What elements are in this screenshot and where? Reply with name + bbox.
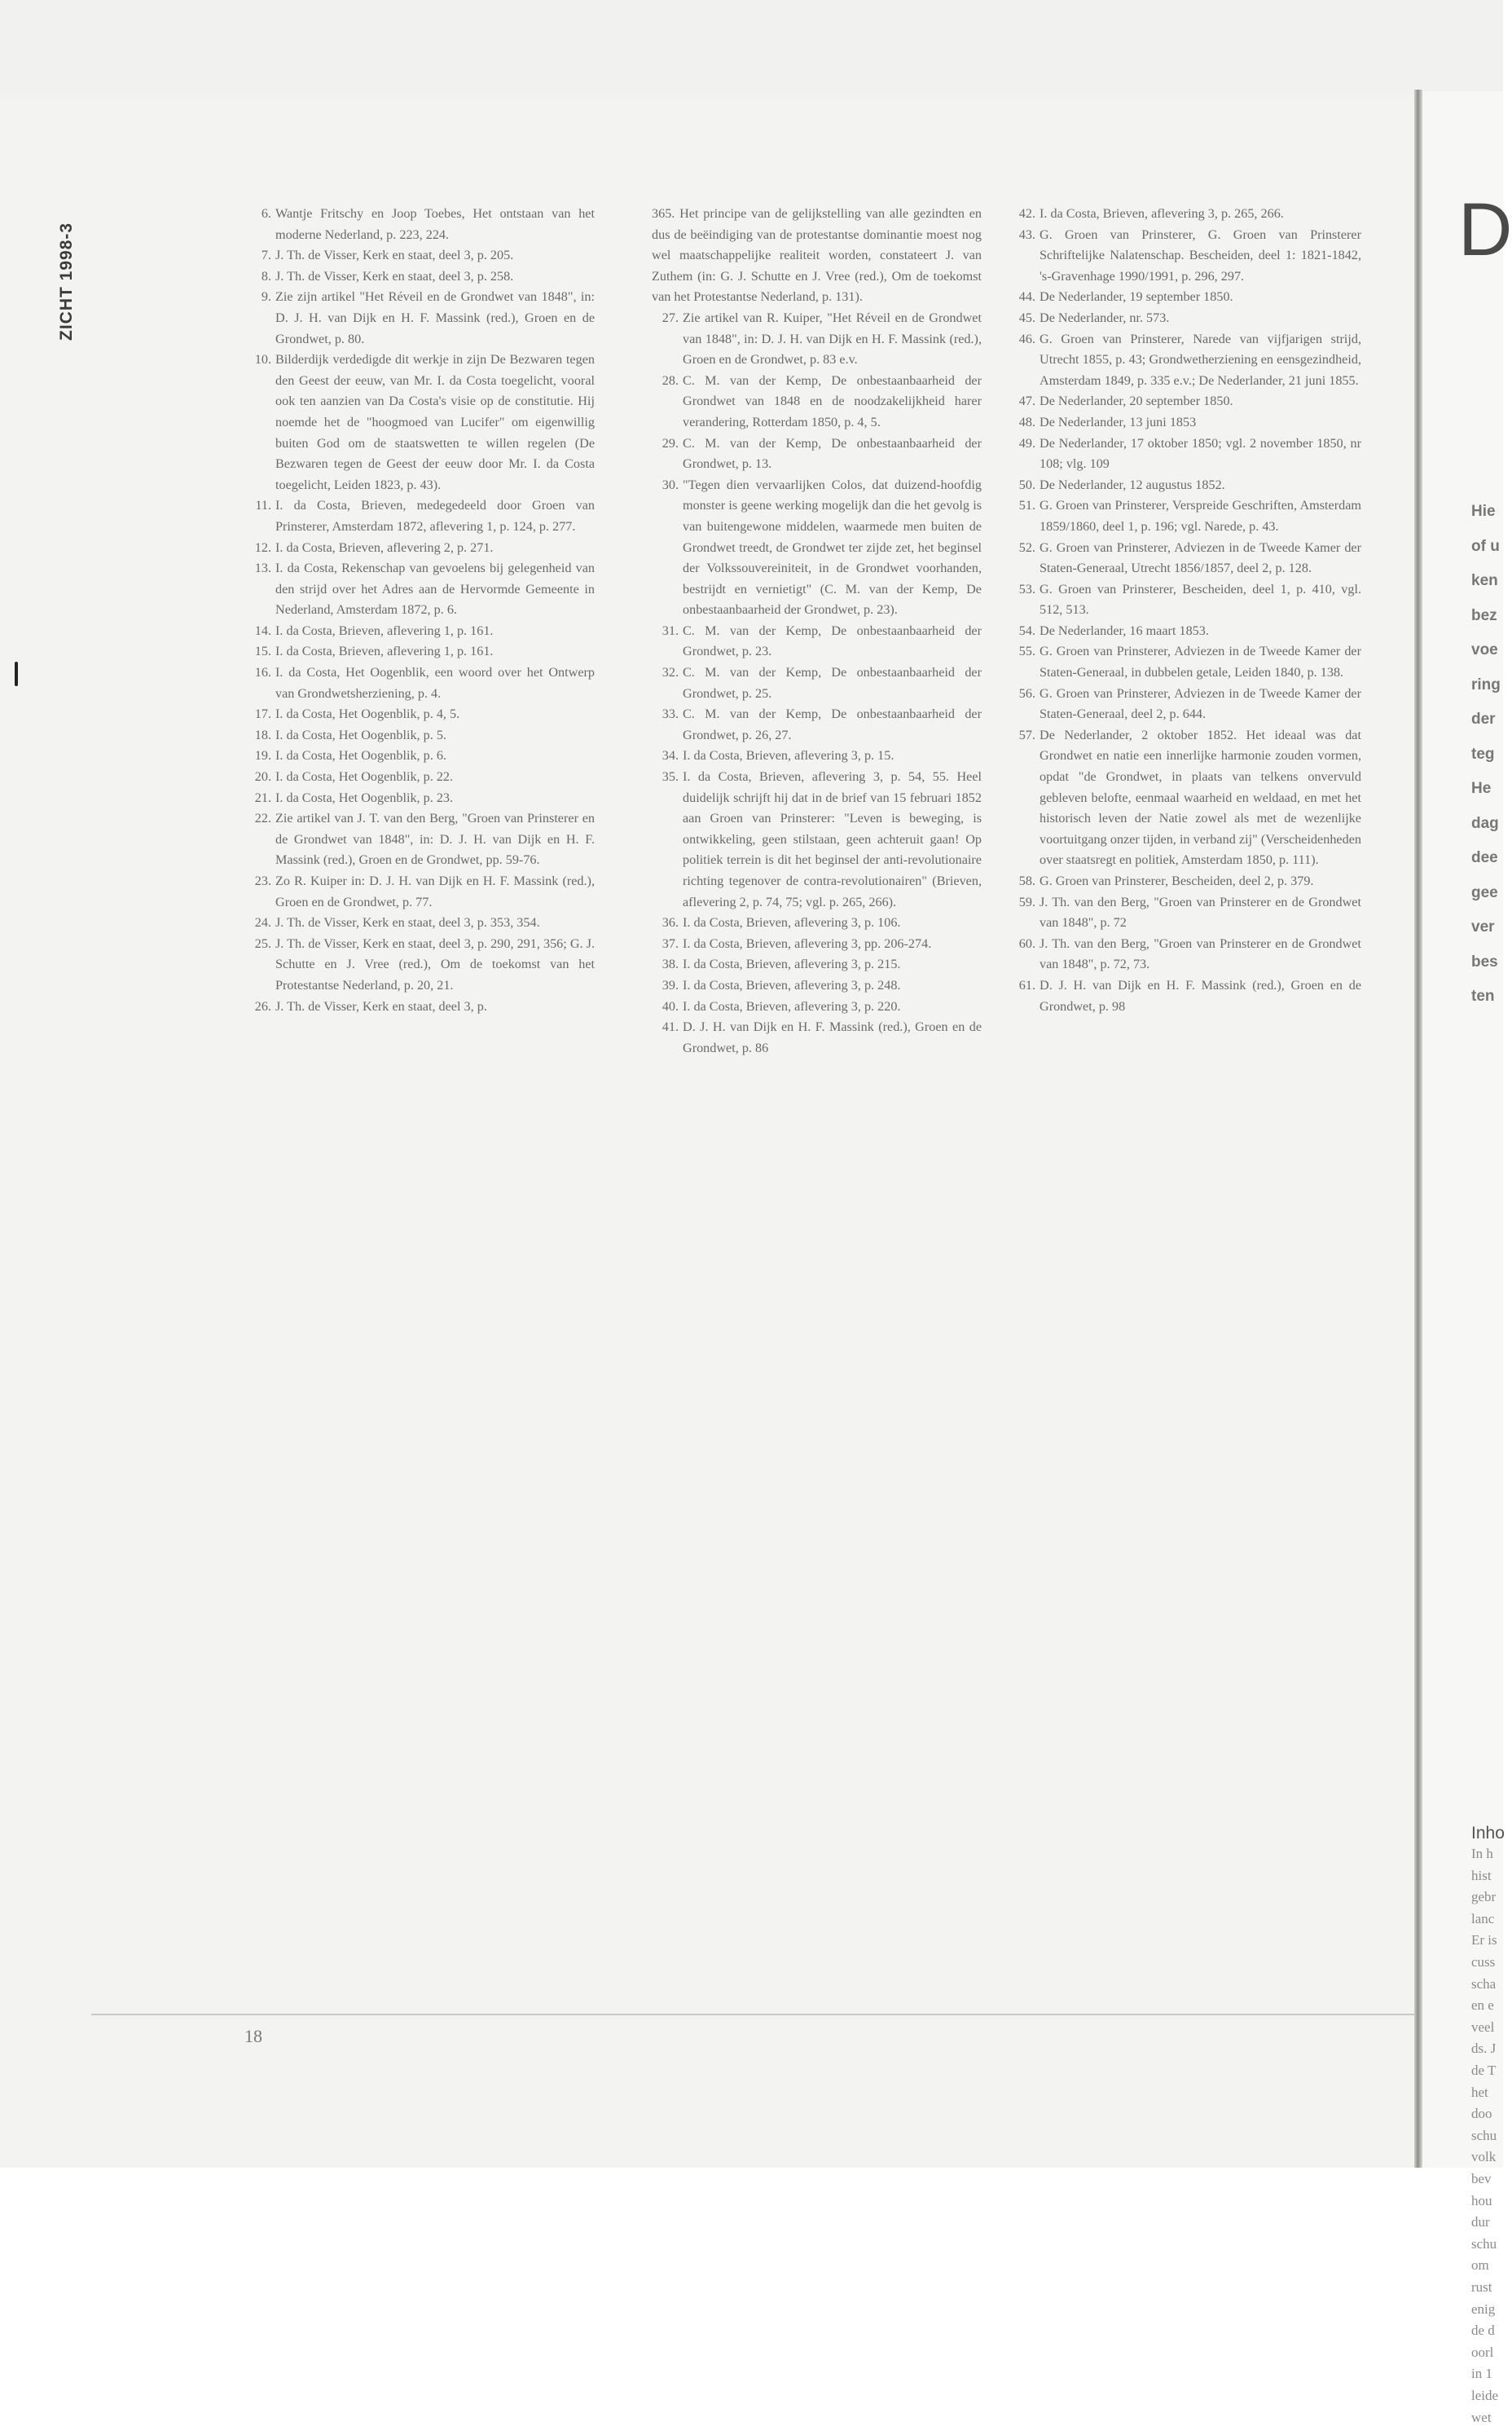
- right-body-line: in 1: [1471, 2366, 1492, 2382]
- footnote: [652, 975, 982, 997]
- footnote-text: I. da Costa, Brieven, aflevering 1, p. 161.: [275, 623, 494, 638]
- footnote-number: 43.: [1018, 227, 1035, 242]
- footnote-text: Zie artikel van R. Kuiper, "Het Réveil en de Grondwet van 1848", in: D. J. H. van Dijk en H. F. Massink (red.), Groen en de Grondwet, p. 83 e.v.: [683, 310, 982, 368]
- right-body-line: ds. J: [1471, 2041, 1497, 2057]
- footnote: [652, 308, 982, 371]
- right-intro-line: dag: [1471, 814, 1499, 832]
- footnote-text: I. da Costa, Brieven, aflevering 3, p. 265, 266.: [1040, 206, 1284, 221]
- footnote: [652, 934, 982, 955]
- footnote: [244, 495, 595, 537]
- page-number: 18: [244, 2026, 262, 2046]
- footnote-text: D. J. H. van Dijk en H. F. Massink (red.), Groen en de Grondwet, p. 86: [683, 1019, 982, 1055]
- footnote: [1009, 204, 1361, 225]
- footnote-number: 57.: [1018, 727, 1035, 742]
- footnote: [652, 767, 982, 913]
- right-intro-line: bes: [1471, 953, 1498, 971]
- footnote: [1009, 684, 1361, 725]
- footnote-text: G. Groen van Prinsterer, Adviezen in de Tweede Kamer der Staten-Generaal, deel 2, p. 644.: [1040, 685, 1361, 722]
- footnote-text: I. da Costa, Brieven, aflevering 3, p. 15.: [683, 748, 894, 764]
- right-body-line: bev: [1471, 2171, 1492, 2186]
- footnote-number: 34.: [662, 748, 679, 764]
- footnote-text: "Tegen dien vervaarlijken Colos, dat duizend-hoofdig monster is geene werking mogelijk dan die het gevolg is van buitengewone middelen, waarmede men buiten de Grondwet treedt, de Grondwet ter zijde zet, het beginsel der Volkssouvereiniteit, in de Grondwet voorhanden, bestrijdt en vernietigt" (C. M. van der Kemp, De onbestaanbaarheid der Grondwet, p. 23).: [683, 477, 982, 618]
- right-intro-line: Hie: [1471, 503, 1496, 520]
- footnote-number: 6.: [261, 206, 271, 221]
- footnote-text: De Nederlander, 16 maart 1853.: [1040, 623, 1209, 638]
- right-body-line: lanc: [1471, 1910, 1495, 1926]
- footnote-number: 33.: [662, 707, 679, 722]
- right-intro-line: teg: [1471, 745, 1495, 763]
- footnote: [1009, 641, 1361, 683]
- footnote-text: C. M. van der Kemp, De onbestaanbaarheid der Grondwet, p. 26, 27.: [683, 707, 982, 742]
- footnote: [244, 808, 595, 871]
- footnote-text: I. da Costa, Brieven, aflevering 1, p. 161.: [275, 644, 494, 659]
- footnote-text: I. da Costa, Brieven, aflevering 2, p. 271.: [275, 539, 494, 555]
- footnote-number: 26.: [254, 998, 271, 1014]
- footnote: [652, 663, 982, 704]
- footnote-text: De Nederlander, 2 oktober 1852. Het ideaal was dat Grondwet en natie een innerlijke harmonie zouden vormen, opdat "de Grondwet, in plaats van telkens onvervuld gebleven belofte, eenmaal waarheid en weldaad, en met het historisch leven der Natie zowel als met de wezenlijke voortuitgang onzer tijden, in verband zij" (Verscheidenheden over staatsregt en politiek, Amsterdam 1850, p. 111).: [1040, 727, 1361, 868]
- footnote-text: I. da Costa, Het Oogenblik, p. 22.: [275, 769, 454, 785]
- footnote: [244, 725, 595, 746]
- footnote: [652, 913, 982, 934]
- footnote-continuation: 365. Het principe van de gelijkstelling van alle gezindten en dus de beëindiging van de protestantse dominantie moest nog wel maatschappelijke realiteit worden, constateert J. van Zuthem (in: G. J. Schutte en J. Vree (red.), Om de toekomst van het Protestantse Nederland, p. 131).: [652, 206, 982, 305]
- footnote-number: 47.: [1018, 394, 1035, 409]
- footnote-number: 58.: [1018, 874, 1035, 888]
- right-body-line: leide: [1471, 2388, 1499, 2403]
- footnote: [1009, 934, 1361, 975]
- footnote: [1009, 495, 1361, 537]
- footnote-number: 41.: [662, 1019, 679, 1035]
- footnote: [652, 704, 982, 746]
- footnote-text: G. Groen van Prinsterer, Adviezen in de Tweede Kamer der Staten-Generaal, in dubbelen getale, Leiden 1840, p. 138.: [1040, 644, 1361, 680]
- footnote-text: I. da Costa, Brieven, aflevering 3, p. 54, 55. Heel duidelijk schrijft hij dat in de brief van 15 februari 1852 aan Groen van Prinsterer: "Leven is beweging, is ontwikkeling, geen stilstaan, geen achteruit gaan! Op politiek terrein is dit het beginsel der anti-revolutionaire richting tegenover de contra-revolutionairen" (Brieven, aflevering 2, p. 74, 75; vgl. p. 265, 266).: [683, 769, 982, 909]
- footnote: [652, 954, 982, 975]
- footnote: [1009, 434, 1361, 475]
- footnote-number: 30.: [662, 477, 679, 492]
- footnote-text: De Nederlander, 12 augustus 1852.: [1040, 477, 1225, 492]
- footnote: [652, 621, 982, 663]
- footnote: [1009, 538, 1361, 579]
- footnote: [1009, 329, 1361, 392]
- footnote-number: 29.: [662, 435, 679, 451]
- footnote-number: 15.: [254, 644, 271, 659]
- footnote-number: 22.: [254, 811, 271, 826]
- right-intro-line: ring: [1471, 676, 1501, 693]
- footnote-number: 40.: [662, 998, 679, 1014]
- footnote-text: J. Th. de Visser, Kerk en staat, deel 3, p. 205.: [275, 248, 514, 263]
- footnote-number: 14.: [254, 623, 271, 638]
- right-body-line: het: [1471, 2084, 1488, 2100]
- right-intro-line: He: [1471, 780, 1492, 797]
- footnote-number: 10.: [254, 352, 271, 368]
- footnote-number: 24.: [254, 915, 271, 931]
- footnote-text: I. da Costa, Brieven, aflevering 3, pp. 206-274.: [683, 936, 932, 951]
- footnote-number: 46.: [1018, 331, 1035, 346]
- right-body-line: gebr: [1471, 1889, 1497, 1905]
- right-intro-line: der: [1471, 711, 1496, 728]
- footnote-text: G. Groen van Prinsterer, Bescheiden, deel 2, p. 379.: [1040, 874, 1314, 888]
- footnote: [244, 871, 595, 913]
- footnote-number: 21.: [254, 790, 271, 805]
- footnote-number: 17.: [254, 707, 271, 722]
- footnote-number: 61.: [1018, 977, 1035, 993]
- right-intro-line: dee: [1471, 849, 1498, 866]
- footnote: [244, 934, 595, 997]
- footnote-text: Zo R. Kuiper in: D. J. H. van Dijk en H. F. Massink (red.), Groen en de Grondwet, p. 77.: [275, 874, 595, 909]
- footnote-text: G. Groen van Prinsterer, Verspreide Geschriften, Amsterdam 1859/1860, deel 1, p. 196; vgl. Narede, p. 43.: [1040, 498, 1361, 534]
- footnote-number: 8.: [261, 268, 271, 284]
- footnote: [244, 245, 595, 266]
- notes-column-3: [1009, 204, 1361, 1017]
- right-body-line: volk: [1471, 2149, 1497, 2165]
- footnote: [244, 997, 595, 1018]
- footnote-text: D. J. H. van Dijk en H. F. Massink (red.), Groen en de Grondwet, p. 98: [1040, 977, 1361, 1014]
- right-page-initial: D: [1458, 188, 1512, 271]
- footnote-text: I. da Costa, Het Oogenblik, een woord over het Ontwerp van Grondwetsherziening, p. 4.: [275, 665, 595, 701]
- right-body-line: doo: [1471, 2106, 1492, 2122]
- right-body-line: cuss: [1471, 1954, 1496, 1970]
- footnote-number: 56.: [1018, 685, 1035, 701]
- footnote: [1009, 975, 1361, 1017]
- footnote-number: 28.: [662, 372, 679, 388]
- footnote: [1009, 579, 1361, 621]
- right-body-line: hist: [1471, 1867, 1492, 1883]
- footnote: [1009, 621, 1361, 642]
- footnote-text: I. da Costa, Het Oogenblik, p. 4, 5.: [275, 707, 460, 722]
- footnote-number: 50.: [1018, 477, 1035, 492]
- footnote: [1009, 871, 1361, 892]
- footnote: [652, 746, 982, 767]
- footnote-text: G. Groen van Prinsterer, G. Groen van Prinsterer Schriftelijke Nalatenschap. Bescheiden, deel 1: 1821-1842, 's-Gravenhage 1990/1991, p. 296, 297.: [1040, 227, 1361, 284]
- footnote-text: De Nederlander, 17 oktober 1850; vgl. 2 november 1850, nr 108; vlg. 109: [1040, 435, 1361, 472]
- footnote: [1009, 892, 1361, 934]
- right-body-line: schu: [1471, 2235, 1497, 2252]
- right-body-line: enig: [1471, 2301, 1496, 2317]
- right-body-line: rust: [1471, 2279, 1492, 2295]
- right-body-line: de d: [1471, 2323, 1495, 2339]
- footnote: [244, 621, 595, 642]
- right-body-line: dur: [1471, 2214, 1490, 2230]
- footnote-number: 49.: [1018, 435, 1035, 451]
- footnote-number: 44.: [1018, 289, 1035, 305]
- footnote-text: Zie artikel van J. T. van den Berg, "Groen van Prinsterer en de Grondwet van 1848", in: D. J. H. van Dijk en H. F. Massink (red.), Groen en de Grondwet, pp. 59-76.: [275, 811, 595, 868]
- right-page-heading: Inho: [1471, 1824, 1505, 1843]
- right-intro-line: ver: [1471, 918, 1495, 936]
- footnote-number: 48.: [1018, 414, 1035, 429]
- footnote-number: 59.: [1018, 894, 1035, 909]
- footnote-text: J. Th. de Visser, Kerk en staat, deel 3, p. 290, 291, 356; G. J. Schutte en J. Vree (red.), Om de toekomst van het Protestantse Nederland, p. 20, 21.: [275, 936, 595, 993]
- footnote-text: Wantje Fritschy en Joop Toebes, Het ontstaan van het moderne Nederland, p. 223, 224.: [275, 206, 595, 242]
- footnote-number: 25.: [254, 936, 271, 951]
- right-intro-line: of u: [1471, 537, 1500, 555]
- footnote-number: 16.: [254, 665, 271, 680]
- footnote: [244, 913, 595, 934]
- right-body-line: om: [1471, 2257, 1489, 2274]
- footnote-number: 51.: [1018, 498, 1035, 513]
- book-gutter: [1414, 90, 1422, 2168]
- footnote-number: 18.: [254, 727, 271, 742]
- footnote: [244, 746, 595, 767]
- footnote: [244, 558, 595, 621]
- footnote-text: J. Th. van den Berg, "Groen van Prinsterer en de Grondwet van 1848", p. 72: [1040, 894, 1361, 931]
- footnote-number: 36.: [662, 915, 679, 931]
- right-intro-line: ken: [1471, 572, 1498, 589]
- footnote-text: G. Groen van Prinsterer, Narede van vijfjarigen strijd, Utrecht 1855, p. 43; Grondwetherziening en eensgezindheid, Amsterdam 1849, p. 335 e.v.; De Nederlander, 21 juni 1855.: [1040, 331, 1361, 388]
- right-intro-line: voe: [1471, 641, 1498, 658]
- footnote-number: 31.: [662, 623, 679, 638]
- footnote-text: G. Groen van Prinsterer, Bescheiden, deel 1, p. 410, vgl. 512, 513.: [1040, 581, 1361, 618]
- footnote-number: 53.: [1018, 581, 1035, 597]
- footnote-number: 55.: [1018, 644, 1035, 659]
- footnote: [1009, 412, 1361, 434]
- footnote-number: 13.: [254, 561, 271, 576]
- footnote-text: De Nederlander, 19 september 1850.: [1040, 289, 1233, 305]
- footnote-number: 20.: [254, 769, 271, 785]
- footnote-text: G. Groen van Prinsterer, Adviezen in de Tweede Kamer der Staten-Generaal, Utrecht 1856/1857, deel 2, p. 128.: [1040, 539, 1361, 576]
- right-body-line: veel: [1471, 2019, 1495, 2035]
- footnote-number: 38.: [662, 957, 679, 972]
- footnote-text: De Nederlander, 13 juni 1853: [1040, 414, 1197, 429]
- footnote: [1009, 391, 1361, 412]
- footnote-text: I. da Costa, Brieven, aflevering 3, p. 248.: [683, 977, 901, 993]
- footnote: [244, 641, 595, 663]
- footnote-text: I. da Costa, Het Oogenblik, p. 23.: [275, 790, 454, 805]
- right-body-line: oorl: [1471, 2344, 1494, 2360]
- footnote: [244, 350, 595, 495]
- footnote-text: C. M. van der Kemp, De onbestaanbaarheid der Grondwet van 1848 en de noodzakelijkheid harer verandering, Rotterdam 1850, p. 4, 5.: [683, 372, 982, 429]
- footnote: [244, 767, 595, 788]
- footnote-text: De Nederlander, nr. 573.: [1040, 310, 1170, 325]
- footnote: [244, 266, 595, 288]
- footnote-number: 19.: [254, 748, 271, 764]
- right-body-line: en e: [1471, 1997, 1494, 2014]
- footnote-text: I. da Costa, Rekenschap van gevoelens bij gelegenheid van den strijd over het Adres aan de Hervormde Gemeente in Nederland, Amsterdam 1872, p. 6.: [275, 561, 595, 618]
- footnote-number: 35.: [662, 769, 679, 785]
- footnote-text: J. Th. van den Berg, "Groen van Prinsterer en de Grondwet van 1848", p. 72, 73.: [1040, 936, 1361, 972]
- footnote: [652, 475, 982, 621]
- footnote: [1009, 308, 1361, 329]
- footnote: [1009, 287, 1361, 308]
- right-body-line: Er is: [1471, 1932, 1497, 1948]
- footnote-number: 27.: [662, 310, 679, 325]
- footnote-text: I. da Costa, Brieven, aflevering 3, p. 106.: [683, 915, 901, 931]
- footnote-number: 52.: [1018, 539, 1035, 555]
- right-intro-line: gee: [1471, 883, 1498, 901]
- footnote: [244, 663, 595, 704]
- footnote-text: I. da Costa, Brieven, aflevering 3, p. 215.: [683, 957, 901, 972]
- journal-label: ZICHT 1998-3: [57, 222, 76, 341]
- footnote-text: I. da Costa, Het Oogenblik, p. 5.: [275, 727, 446, 742]
- footnote-number: 12.: [254, 539, 271, 555]
- footnote-text: J. Th. de Visser, Kerk en staat, deel 3, p. 258.: [275, 268, 514, 284]
- footnote-text: I. da Costa, Brieven, medegedeeld door Groen van Prinsterer, Amsterdam 1872, aflevering 1, p. 124, p. 277.: [275, 498, 595, 534]
- footnote: [244, 538, 595, 559]
- right-intro-line: bez: [1471, 606, 1497, 624]
- notes-column-2: [652, 204, 982, 1059]
- right-body-line: schu: [1471, 2127, 1497, 2143]
- notes-column-1: [244, 204, 595, 1017]
- footnote-text: J. Th. de Visser, Kerk en staat, deel 3, p.: [275, 998, 487, 1014]
- footnote: [652, 434, 982, 475]
- footnote-text: C. M. van der Kemp, De onbestaanbaarheid der Grondwet, p. 25.: [683, 665, 982, 701]
- right-body-line: de T: [1471, 2063, 1497, 2078]
- footnote-number: 39.: [662, 977, 679, 993]
- footnote-text: De Nederlander, 20 september 1850.: [1040, 394, 1233, 409]
- footnote-text: I. da Costa, Brieven, aflevering 3, p. 220.: [683, 998, 901, 1014]
- footnote-number: 60.: [1018, 936, 1035, 951]
- footnote: [244, 788, 595, 809]
- footnote: [244, 204, 595, 245]
- right-body-line: scha: [1471, 1975, 1497, 1992]
- footnote: [244, 287, 595, 350]
- footnote-number: 42.: [1018, 206, 1035, 221]
- scan-mark: [15, 662, 18, 686]
- footnote-number: 54.: [1018, 623, 1035, 638]
- footnote-text: C. M. van der Kemp, De onbestaanbaarheid der Grondwet, p. 13.: [683, 435, 982, 472]
- right-intro-line: ten: [1471, 988, 1495, 1005]
- footer-rule: [91, 2014, 1414, 2015]
- footnote: [652, 371, 982, 434]
- footnote-number: 9.: [261, 289, 271, 305]
- footnote-text: C. M. van der Kemp, De onbestaanbaarheid der Grondwet, p. 23.: [683, 623, 982, 659]
- right-body-line: hou: [1471, 2192, 1492, 2208]
- footnote-number: 11.: [255, 498, 271, 513]
- footnote: [652, 997, 982, 1018]
- footnote: [1009, 225, 1361, 288]
- right-body-line: In h: [1471, 1846, 1493, 1861]
- footnote-text: I. da Costa, Het Oogenblik, p. 6.: [275, 748, 446, 764]
- footnote-number: 37.: [662, 936, 679, 951]
- footnote-text: Bilderdijk verdedigde dit werkje in zijn De Bezwaren tegen den Geest der eeuw, van Mr. I. da Costa toegelicht, vooral ook ten aanzien van Da Costa's visie op de constitutie. Hij noemde het de "hoogmoed van Lucifer" om eigenwillig buiten God om de staatswetten te willen regelen (De Bezwaren tegen de Geest der eeuw door Mr. I. da Costa toegelicht, Leiden 1823, p. 43).: [275, 352, 595, 492]
- footnote: [652, 1017, 982, 1059]
- right-body-line: wet: [1471, 2409, 1492, 2425]
- footnote-text: J. Th. de Visser, Kerk en staat, deel 3, p. 353, 354.: [275, 915, 540, 931]
- footnote-number: 45.: [1018, 310, 1035, 325]
- footnote: [1009, 725, 1361, 871]
- footnote: [1009, 475, 1361, 496]
- footnote-number: 7.: [261, 248, 271, 263]
- footnote-text: Zie zijn artikel "Het Réveil en de Grondwet van 1848", in: D. J. H. van Dijk en H. F. Massink (red.), Groen en de Grondwet, p. 80.: [275, 289, 595, 346]
- footnote-number: 23.: [254, 874, 271, 888]
- footnote: [244, 704, 595, 725]
- footnote-number: 32.: [662, 665, 679, 680]
